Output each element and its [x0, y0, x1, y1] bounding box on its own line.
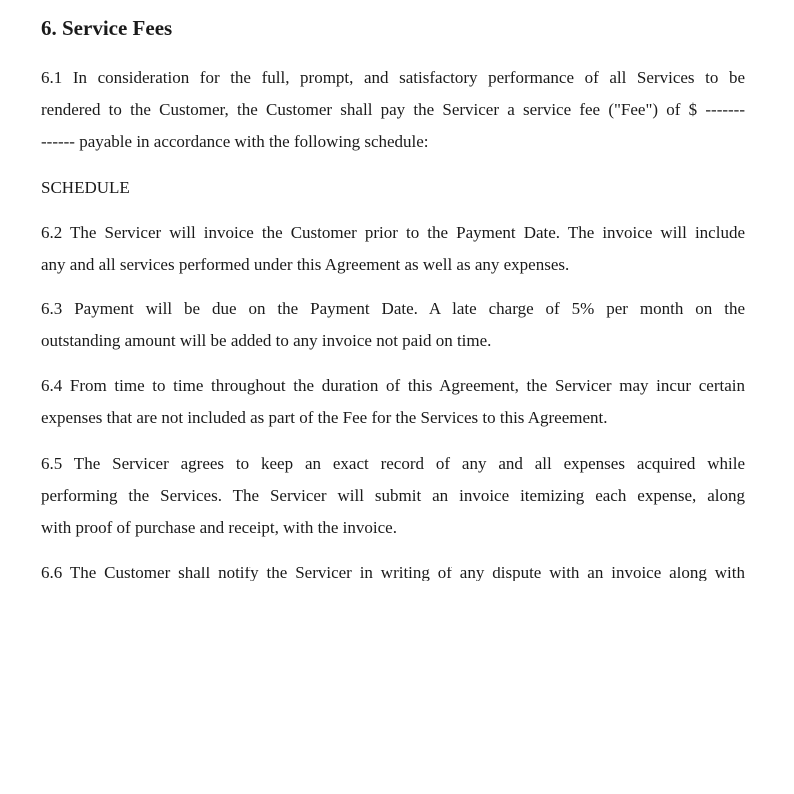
paragraph-line: ------ payable in accordance with the following schedule: [41, 132, 429, 151]
paragraph-line: 6.2 The Servicer will invoice the Customer prior to the Payment Date. The invoice will include [41, 223, 745, 242]
paragraph-line: expenses that are not included as part of the Fee for the Services to this Agreement. [41, 408, 608, 427]
paragraph-line: 6.4 From time to time throughout the duration of this Agreement, the Servicer may incur certain [41, 376, 745, 395]
paragraph-line: 6.1 In consideration for the full, prompt, and satisfactory performance of all Services to be [41, 68, 745, 87]
paragraph-6-5 [41, 448, 745, 544]
paragraph-line: any and all services performed under this Agreement as well as any expenses. [41, 255, 570, 274]
paragraph-line: with proof of purchase and receipt, with the invoice. [41, 518, 397, 537]
paragraph-6-4 [41, 370, 745, 434]
paragraph-6-1 [41, 62, 745, 158]
paragraph-line: performing the Services. The Servicer will submit an invoice itemizing each expense, along [41, 486, 745, 505]
paragraph-line: 6.6 The Customer shall notify the Servicer in writing of any dispute with an invoice along with [41, 567, 745, 581]
paragraph-6-3 [41, 293, 745, 357]
paragraph-line: 6.5 The Servicer agrees to keep an exact record of any and all expenses acquired while [41, 454, 745, 473]
cropped-paragraph-area [0, 567, 794, 581]
paragraph-line: rendered to the Customer, the Customer shall pay the Servicer a service fee ("Fee") of $ ------- [41, 100, 745, 119]
paragraph-line: outstanding amount will be added to any invoice not paid on time. [41, 331, 492, 350]
paragraph-line: 6.3 Payment will be due on the Payment Date. A late charge of 5% per month on the [41, 299, 745, 318]
section-heading: 6. Service Fees [41, 16, 173, 40]
paragraph-6-2 [41, 217, 745, 281]
paragraph-6-6 [41, 567, 745, 581]
schedule-label: SCHEDULE [41, 178, 130, 197]
